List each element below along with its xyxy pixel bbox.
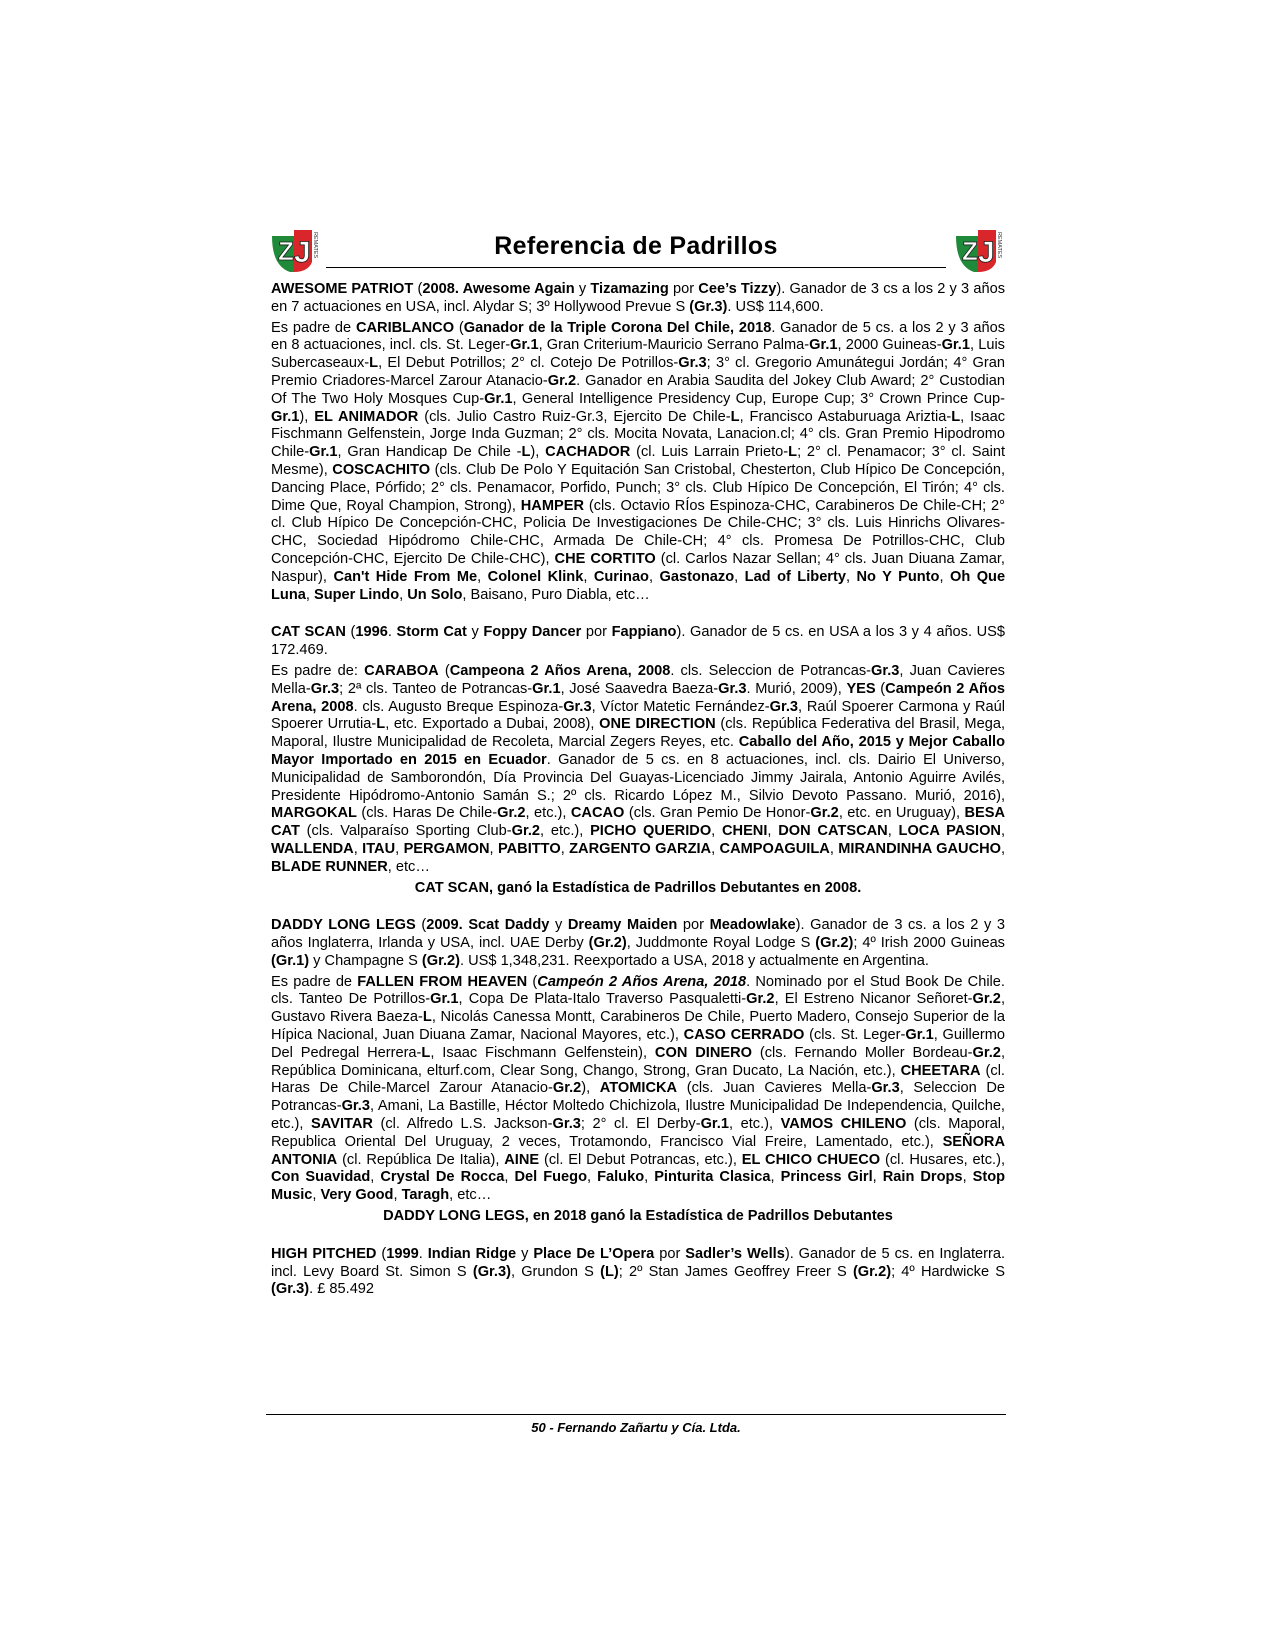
page-header — [268, 226, 1004, 276]
footer-divider — [266, 1414, 1006, 1415]
svg-text:REMATES: REMATES — [996, 232, 1002, 259]
zj-remates-logo — [268, 226, 320, 274]
title-divider — [326, 267, 946, 268]
statistics-note: CAT SCAN, ganó la Estadística de Padrillos Debutantes en 2008. — [414, 879, 862, 896]
stallion-progeny: Es padre de FALLEN FROM HEAVEN (Campeón 2 Años Arena, 2018. Nominado por el Stud Book De Chile. cls. Tanteo De Potrillos-Gr.1, Copa De Plata-Italo Traverso Pasqualetti-Gr.2, El Estreno Nicanor Señoret-Gr.2, Gustavo Rivera Baeza-L, Nicolás Canessa Montt, Carabineros De Chile, Puerto Madero, Consejo Superior de la Hípica Nacional, Juan Diuana Zamar, Nacional Mayores, etc.), CASO CERRADO (cls. St. Leger-Gr.1, Guillermo Del Pedregal Herrera-L, Isaac Fischmann Gelfenstein), CON DINERO (cls. Fernando Moller Bordeau-Gr.2, República Dominicana, elturf.com, Clear Song, Chango, Strong, Gran Ducato, La Nación, etc.), CHEETARA (cl. Haras De Chile-Marcel Zarour Atanacio-Gr.2), ATOMICKA (cls. Juan Cavieres Mella-Gr.3, Seleccion De Potrancas-Gr.3, Amani, La Bastille, Héctor Moltedo Chichizola, Ilustre Municipalidad De Independencia, Quilche, etc.), SAVITAR (cl. Alfredo L.S. Jackson-Gr.3; 2° cl. El Derby-Gr.1, etc.), VAMOS CHILENO (cls. Maporal, Republica Oriental Del Uruguay, 2 veces, Trotamondo, Francisco Vial Freire, Lamentado, etc.), SEÑORA ANTONIA (cl. República De Italia), AINE (cl. El Debut Potrancas, etc.), EL CHICO CHUECO (cl. Husares, etc.), Con Suavidad, Crystal De Rocca, Del Fuego, Faluko, Pinturita Clasica, Princess Girl, Rain Drops, Stop Music, Very Good, Taragh, etc… — [271, 973, 1006, 1204]
statistics-note: DADDY LONG LEGS, en 2018 ganó la Estadística de Padrillos Debutantes — [383, 1208, 893, 1225]
svg-text:Z: Z — [278, 236, 294, 266]
stallion-references — [271, 281, 1005, 1302]
stallion-progeny: Es padre de CARIBLANCO (Ganador de la Triple Corona Del Chile, 2018. Ganador de 5 cs. a los 2 y 3 años en 8 actuaciones, incl. cls. St. Leger-Gr.1, Gran Criterium-Mauricio Serrano Palma-Gr.1, 2000 Guineas-Gr.1, Luis Subercaseaux-L, El Debut Potrillos; 2° cl. Cotejo De Potrillos-Gr.3; 3° cl. Gregorio Amunátegui Jordán; 4° Gran Premio Criadores-Marcel Zarour Atanacio-Gr.2. Ganador en Arabia Saudita del Jokey Club Award; 2° Custodian Of The Two Holy Mosques Cup-Gr.1, General Intelligence Presidency Cup, Europe Cup; 3° Crown Prince Cup-Gr.1), EL ANIMADOR (cls. Julio Castro Ruiz-Gr.3, Ejercito De Chile-L, Francisco Astaburuaga Ariztia-L, Isaac Fischmann Gelfenstein, Jorge Inda Guzman; 2° cls. Mocita Novata, Lanacion.cl; 4° cls. Gran Premio Hipodromo Chile-Gr.1, Gran Handicap De Chile -L), CACHADOR (cl. Luis Larrain Prieto-L; 2° cl. Penamacor; 3° cl. Saint Mesme), COSCACHITO (cls. Club De Polo Y Equitación San Cristobal, Chesterton, Club Hípico De Concepción, Dancing Place, Pórfido; 2° cls. Penamacor, Porfido, Punch; 3° cls. Club Hípico De Concepción, El Tirón; 4° cls. Dime Que, Royal Champion, Strong), HAMPER (cls. Octavio RÍos Espinoza-CHC, Carabineros De Chile-CH; 2° cl. Club Hípico De Concepción-CHC, Policia De Investigaciones De Chile-CHC; 3° cls. Luis Hinrichs Olivares-CHC, Sociedad Hipódromo Chile-CHC, Armada De Chile-CH; 4° cls. Promesa De Potrillos-CHC, Club Concepción-CHC, Ejercito De Chile-CHC), CHE CORTITO (cl. Carlos Nazar Sellan; 4° cls. Juan Diuana Zamar, Naspur), Can't Hide From Me, Colonel Klink, Curinao, Gastonazo, Lad of Liberty, No Y Punto, Oh Que Luna, Super Lindo, Un Solo, Baisano, Puro Diabla, etc… — [271, 319, 1006, 603]
svg-text:REMATES: REMATES — [312, 232, 318, 259]
svg-text:Z: Z — [962, 236, 978, 266]
page-footer: 50 - Fernando Zañartu y Cía. Ltda. — [531, 1420, 741, 1435]
stallion-progeny: Es padre de: CARABOA (Campeona 2 Años Arena, 2008. cls. Seleccion de Potrancas-Gr.3, Juan Cavieres Mella-Gr.3; 2ª cls. Tanteo de Potrancas-Gr.1, José Saavedra Baeza-Gr.3. Murió, 2009), YES (Campeón 2 Años Arena, 2008. cls. Augusto Breque Espinoza-Gr.3, Víctor Matetic Fernández-Gr.3, Raúl Spoerer Carmona y Raúl Spoerer Urrutia-L, etc. Exportado a Dubai, 2008), ONE DIRECTION (cls. República Federativa del Brasil, Mega, Maporal, Ilustre Municipalidad de Recoleta, Marcial Zegers Reyes, etc. Caballo del Año, 2015 y Mejor Caballo Mayor Importado en 2015 en Ecuador. Ganador de 5 cs. en 8 actuaciones, incl. cls. Dairio El Universo, Municipalidad de Samborondón, Día Provincia Del Guayas-Licenciado Jimmy Jairala, Antonio Aguirre Avilés, Presidente Hipódromo-Antonio Samán S.; 2º cls. Ricardo López M., Silvio Devoto Passano. Murió, 2016), MARGOKAL (cls. Haras De Chile-Gr.2, etc.), CACAO (cls. Gran Pemio De Honor-Gr.2, etc. en Uruguay), BESA CAT (cls. Valparaíso Sporting Club-Gr.2, etc.), PICHO QUERIDO, CHENI, DON CATSCAN, LOCA PASION, WALLENDA, ITAU, PERGAMON, PABITTO, ZARGENTO GARZIA, CAMPOAGUILA, MIRANDINHA GAUCHO, BLADE RUNNER, etc… — [271, 662, 1006, 875]
svg-text:J: J — [978, 236, 995, 269]
stallion-summary: HIGH PITCHED (1999. Indian Ridge y Place De L’Opera por Sadler’s Wells). Ganador de 5 cs. en Inglaterra. incl. Levy Board St. Simon S (Gr.3), Grundon S (L); 2º Stan James Geoffrey Freer S (Gr.2); 4º Hardwicke S (Gr.3). £ 85.492 — [271, 1245, 1006, 1298]
page-title: Referencia de Padrillos — [494, 232, 778, 260]
stallion-summary: DADDY LONG LEGS (2009. Scat Daddy y Dreamy Maiden por Meadowlake). Ganador de 3 cs. a los 2 y 3 años Inglaterra, Irlanda y USA, incl. UAE Derby (Gr.2), Juddmonte Royal Lodge S (Gr.2); 4º Irish 2000 Guineas (Gr.1) y Champagne S (Gr.2). US$ 1,348,231. Reexportado a USA, 2018 y actualmente en Argentina. — [271, 917, 1006, 969]
stallion-summary: CAT SCAN (1996. Storm Cat y Foppy Dancer por Fappiano). Ganador de 5 cs. en USA a los 3 y 4 años. US$ 172.469. — [271, 624, 1006, 659]
zj-remates-logo — [952, 226, 1004, 274]
svg-text:J: J — [294, 236, 311, 269]
stallion-summary: AWESOME PATRIOT (2008. Awesome Again y Tizamazing por Cee’s Tizzy). Ganador de 3 cs a los 2 y 3 años en 7 actuaciones en USA, incl. Alydar S; 3º Hollywood Prevue S (Gr.3). US$ 114,600. — [271, 281, 1006, 315]
